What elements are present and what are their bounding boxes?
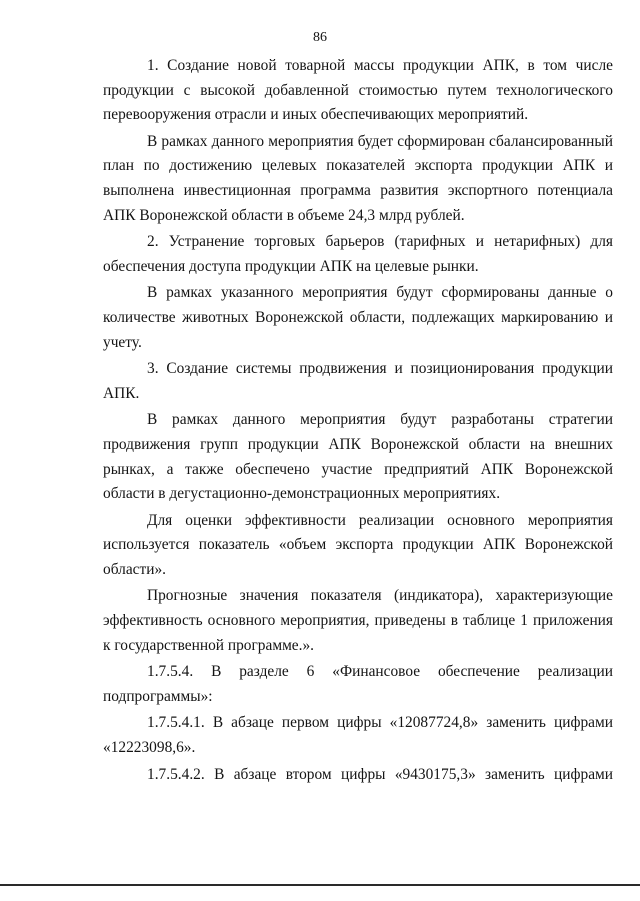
page-number: 86 (313, 30, 327, 45)
paragraph-7: Для оценки эффективности реализации основного мероприятия используется показатель «объем экспорта продукции АПК Воронежской области». (103, 511, 613, 578)
paragraph-10: 1.7.5.4.1. В абзаце первом цифры «12087724,8» заменить цифрами «12223098,6». (103, 714, 613, 757)
paragraph-4: В рамках указанного мероприятия будут сформированы данные о количестве животных Воронежской области, подлежащих маркированию и учету. (103, 284, 613, 351)
paragraph-9: 1.7.5.4. В разделе 6 «Финансовое обеспечение реализации подпрограммы»: (103, 663, 613, 705)
paragraph-2: В рамках данного мероприятия будет сформирован сбалансированный план по достижению целевых показателей экспорта продукции АПК и выполнена инвестиционная программа развития экспортного потенциала АПК Воронежской области в объеме 24,3 млрд рублей. (103, 132, 613, 224)
paragraph-5: 3. Создание системы продвижения и позиционирования продукции АПК. (103, 360, 613, 402)
paragraph-3: 2. Устранение торговых барьеров (тарифных и нетарифных) для обеспечения доступа продукции АПК на целевые рынки. (103, 233, 613, 275)
document-body (103, 54, 613, 787)
footer-rule (0, 884, 640, 886)
paragraph-1: 1. Создание новой товарной массы продукции АПК, в том числе продукции с высокой добавленной стоимостью путем технологического перевооружения отрасли и иных обеспечивающих мероприятий. (103, 57, 613, 124)
paragraph-8: Прогнозные значения показателя (индикатора), характеризующие эффективность основного мероприятия, приведены в таблице 1 приложения к государственной программе.». (103, 587, 613, 654)
paragraph-11: 1.7.5.4.2. В абзаце втором цифры «9430175,3» заменить цифрами (147, 765, 613, 783)
paragraph-6: В рамках данного мероприятия будут разработаны стратегии продвижения групп продукции АПК Воронежской области на внешних рынках, а также обеспечено участие предприятий АПК Воронежской области в дегустационно-демонстрационных мероприятиях. (103, 411, 613, 503)
